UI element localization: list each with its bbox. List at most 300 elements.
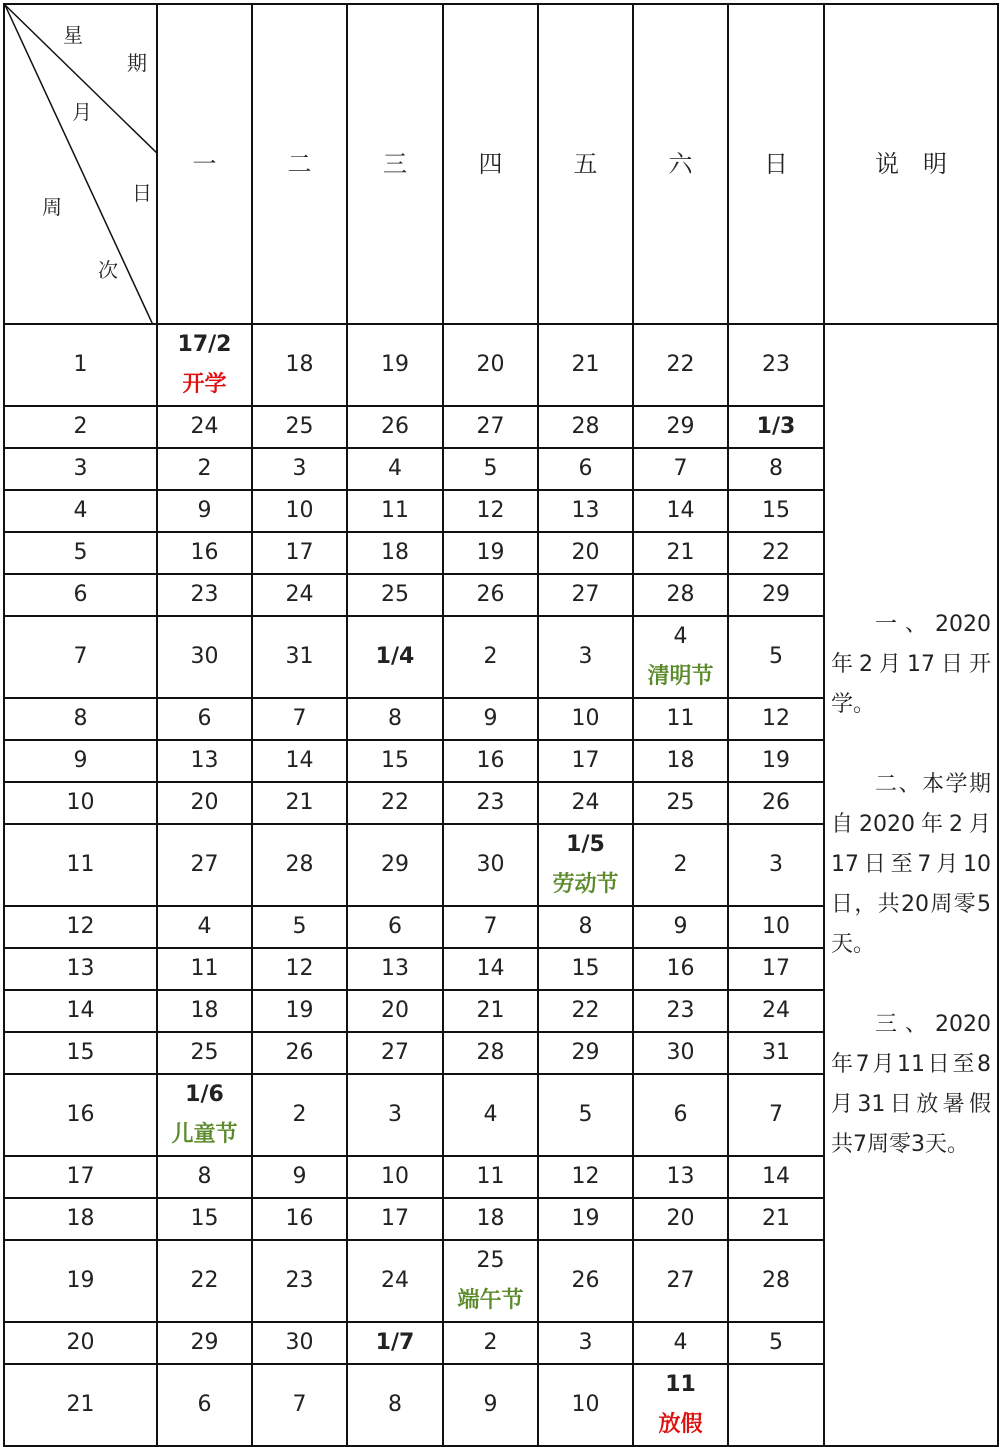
date-value: 24 [571, 790, 600, 815]
date-value: 12 [285, 956, 314, 981]
date-cell [728, 574, 824, 616]
date-value: 14 [285, 748, 314, 773]
date-cell [728, 448, 824, 490]
date-value: 4 [673, 624, 688, 649]
date-value: 26 [285, 1040, 314, 1065]
date-cell [347, 1364, 443, 1446]
date-cell [347, 948, 443, 990]
date-cell [443, 782, 538, 824]
date-cell [252, 1156, 347, 1198]
date-cell [633, 990, 728, 1032]
date-value: 20 [571, 540, 600, 565]
day-header-tue: 二 [252, 4, 347, 324]
week-number: 11 [4, 824, 157, 906]
date-cell [633, 574, 728, 616]
date-value: 17 [571, 748, 600, 773]
date-cell [538, 824, 633, 906]
date-value: 6 [197, 706, 212, 731]
date-cell [157, 490, 252, 532]
date-cell [252, 1198, 347, 1240]
date-value: 18 [190, 998, 219, 1023]
date-value: 31 [285, 644, 314, 669]
date-cell [347, 1074, 443, 1156]
date-cell [347, 532, 443, 574]
date-cell [538, 1074, 633, 1156]
date-value: 22 [762, 540, 790, 565]
date-cell [252, 406, 347, 448]
date-value: 4 [197, 914, 212, 939]
date-cell [728, 824, 824, 906]
date-value: 23 [476, 790, 505, 815]
date-value: 7 [673, 456, 688, 481]
date-value: 10 [571, 706, 600, 731]
date-cell [443, 324, 538, 406]
date-cell [443, 948, 538, 990]
date-value: 25 [381, 582, 409, 607]
date-value: 3 [578, 1330, 593, 1355]
date-value: 9 [292, 1164, 307, 1189]
date-cell [728, 1240, 824, 1322]
date-cell [347, 574, 443, 616]
date-value: 18 [285, 352, 314, 377]
week-number: 1 [4, 324, 157, 406]
date-cell [728, 616, 824, 698]
date-cell [538, 574, 633, 616]
date-cell [252, 824, 347, 906]
date-value: 29 [666, 414, 695, 439]
date-cell [538, 1198, 633, 1240]
date-value: 8 [197, 1164, 212, 1189]
date-value: 24 [381, 1268, 409, 1293]
date-value: 2 [483, 644, 498, 669]
date-value: 1/5 [566, 832, 605, 857]
corner-label-qi: 期 [127, 51, 147, 75]
date-cell [443, 616, 538, 698]
date-value: 12 [762, 706, 790, 731]
date-value: 24 [285, 582, 314, 607]
date-value: 5 [769, 644, 783, 669]
date-cell [728, 406, 824, 448]
date-cell [252, 698, 347, 740]
date-cell [347, 1322, 443, 1364]
date-cell [633, 1156, 728, 1198]
date-value: 23 [190, 582, 219, 607]
date-cell [252, 1322, 347, 1364]
date-value: 20 [190, 790, 219, 815]
date-value: 28 [666, 582, 695, 607]
week-number: 17 [4, 1156, 157, 1198]
date-cell [633, 616, 728, 698]
week-number: 2 [4, 406, 157, 448]
date-cell [538, 1156, 633, 1198]
week-number: 12 [4, 906, 157, 948]
date-value: 19 [381, 352, 409, 377]
date-cell [252, 490, 347, 532]
date-cell [157, 1156, 252, 1198]
week-number: 8 [4, 698, 157, 740]
date-cell [538, 532, 633, 574]
week-number: 19 [4, 1240, 157, 1322]
day-header-mon: 一 [157, 4, 252, 324]
holiday-label: 端午节 [457, 1288, 524, 1313]
date-cell [538, 990, 633, 1032]
date-value: 21 [666, 540, 695, 565]
date-cell [347, 490, 443, 532]
date-value: 20 [666, 1206, 695, 1231]
date-value: 21 [285, 790, 314, 815]
date-cell [728, 532, 824, 574]
date-cell [252, 1240, 347, 1322]
date-value: 12 [476, 498, 505, 523]
date-cell [538, 782, 633, 824]
date-cell [157, 532, 252, 574]
date-cell [443, 1364, 538, 1446]
date-cell [728, 1364, 824, 1446]
date-value: 8 [388, 706, 402, 731]
date-value: 27 [476, 414, 505, 439]
date-cell [728, 782, 824, 824]
holiday-label: 劳动节 [552, 872, 619, 897]
date-cell [443, 740, 538, 782]
date-value: 9 [673, 914, 688, 939]
date-value: 31 [762, 1040, 790, 1065]
date-cell [633, 948, 728, 990]
date-value: 19 [285, 998, 314, 1023]
date-value: 29 [381, 852, 409, 877]
date-value: 2 [483, 1330, 498, 1355]
date-cell [728, 1032, 824, 1074]
date-cell [347, 740, 443, 782]
date-cell [252, 532, 347, 574]
note-paragraph: 二、本学期自2020年2月17日至7月10日，共20周零5天。 [831, 772, 991, 957]
date-value: 30 [476, 852, 505, 877]
date-value: 26 [476, 582, 505, 607]
date-cell [157, 824, 252, 906]
date-cell [538, 1032, 633, 1074]
date-cell [347, 1198, 443, 1240]
date-value: 3 [769, 852, 783, 877]
date-cell [347, 448, 443, 490]
date-cell [538, 448, 633, 490]
date-cell [538, 406, 633, 448]
date-value: 1/7 [375, 1330, 415, 1355]
date-value: 17/2 [177, 332, 232, 357]
date-cell [443, 1322, 538, 1364]
date-value: 26 [762, 790, 790, 815]
date-cell [347, 782, 443, 824]
date-cell [633, 324, 728, 406]
date-value: 22 [381, 790, 409, 815]
date-value: 11 [666, 706, 695, 731]
date-value: 23 [666, 998, 695, 1023]
date-value: 22 [571, 998, 600, 1023]
date-value: 11 [476, 1164, 505, 1189]
holiday-label: 开学 [182, 372, 227, 397]
date-cell [347, 616, 443, 698]
date-cell [347, 324, 443, 406]
date-cell [252, 324, 347, 406]
date-value: 7 [292, 1392, 307, 1417]
week-number: 16 [4, 1074, 157, 1156]
date-cell [538, 948, 633, 990]
week-number: 20 [4, 1322, 157, 1364]
date-value: 16 [666, 956, 695, 981]
date-cell [538, 698, 633, 740]
date-value: 14 [476, 956, 505, 981]
date-value: 21 [762, 1206, 790, 1231]
date-value: 5 [483, 456, 498, 481]
week-number: 7 [4, 616, 157, 698]
date-value: 28 [762, 1268, 790, 1293]
date-value: 3 [292, 456, 307, 481]
date-value: 10 [571, 1392, 600, 1417]
week-number: 5 [4, 532, 157, 574]
date-value: 5 [578, 1102, 593, 1127]
date-value: 26 [571, 1268, 600, 1293]
date-cell [252, 1364, 347, 1446]
date-cell [443, 1240, 538, 1322]
date-value: 29 [571, 1040, 600, 1065]
date-cell [252, 616, 347, 698]
date-cell [157, 782, 252, 824]
date-value: 7 [483, 914, 498, 939]
holiday-label: 儿童节 [171, 1122, 238, 1147]
date-value: 9 [197, 498, 212, 523]
date-value: 2 [197, 456, 212, 481]
date-value: 17 [762, 956, 790, 981]
date-value: 15 [190, 1206, 219, 1231]
date-cell [633, 1032, 728, 1074]
week-number: 4 [4, 490, 157, 532]
date-cell [538, 740, 633, 782]
date-value: 13 [190, 748, 219, 773]
date-value: 25 [476, 1248, 505, 1273]
date-value: 21 [571, 352, 600, 377]
week-row [4, 324, 998, 406]
date-value: 26 [381, 414, 409, 439]
date-cell [633, 698, 728, 740]
date-cell [252, 948, 347, 990]
date-value: 23 [762, 352, 790, 377]
date-value: 28 [285, 852, 314, 877]
date-value: 18 [381, 540, 409, 565]
notes-header: 说 明 [824, 4, 998, 324]
header-row [4, 4, 998, 324]
date-value: 1/3 [756, 414, 796, 439]
date-value: 27 [190, 852, 219, 877]
date-value: 25 [666, 790, 695, 815]
week-number: 13 [4, 948, 157, 990]
date-value: 2 [292, 1102, 307, 1127]
date-value: 20 [381, 998, 409, 1023]
date-value: 13 [571, 498, 600, 523]
date-value: 21 [476, 998, 505, 1023]
date-cell [157, 1322, 252, 1364]
date-cell [538, 1240, 633, 1322]
date-value: 6 [578, 456, 593, 481]
date-value: 15 [571, 956, 600, 981]
date-cell [538, 490, 633, 532]
date-cell [347, 1156, 443, 1198]
date-cell [157, 740, 252, 782]
corner-label-xing: 星 [63, 23, 83, 47]
week-number: 15 [4, 1032, 157, 1074]
date-value: 11 [190, 956, 219, 981]
corner-label-ci: 次 [98, 258, 118, 282]
date-value: 30 [666, 1040, 695, 1065]
date-cell [157, 574, 252, 616]
date-value: 10 [762, 914, 790, 939]
date-value: 16 [476, 748, 505, 773]
date-cell [157, 948, 252, 990]
date-value: 16 [190, 540, 219, 565]
date-cell [538, 906, 633, 948]
date-value: 30 [285, 1330, 314, 1355]
date-cell [728, 740, 824, 782]
date-value: 13 [381, 956, 409, 981]
day-header-sun: 日 [728, 4, 824, 324]
date-value: 7 [769, 1102, 783, 1127]
note-paragraph: 一、2020年2月17日开学。 [831, 612, 991, 717]
date-value: 8 [388, 1392, 402, 1417]
date-value: 9 [483, 1392, 498, 1417]
date-value: 18 [666, 748, 695, 773]
date-cell [347, 698, 443, 740]
date-cell [728, 906, 824, 948]
date-cell [633, 906, 728, 948]
date-value: 4 [483, 1102, 498, 1127]
date-value: 3 [388, 1102, 402, 1127]
date-value: 8 [578, 914, 593, 939]
date-cell [443, 1156, 538, 1198]
date-cell [157, 1364, 252, 1446]
date-value: 6 [197, 1392, 212, 1417]
date-value: 9 [483, 706, 498, 731]
date-value: 4 [673, 1330, 688, 1355]
date-cell [633, 740, 728, 782]
date-value: 13 [666, 1164, 695, 1189]
date-cell [157, 990, 252, 1032]
date-cell [633, 1198, 728, 1240]
date-value: 28 [571, 414, 600, 439]
date-value: 7 [292, 706, 307, 731]
date-cell [443, 1198, 538, 1240]
date-value: 19 [571, 1206, 600, 1231]
date-cell [538, 1364, 633, 1446]
week-number: 3 [4, 448, 157, 490]
date-cell [538, 324, 633, 406]
week-number: 10 [4, 782, 157, 824]
date-value: 6 [673, 1102, 688, 1127]
day-header-wed: 三 [347, 4, 443, 324]
date-cell [538, 616, 633, 698]
date-cell [443, 490, 538, 532]
date-value: 14 [666, 498, 695, 523]
date-cell [728, 1074, 824, 1156]
date-cell [633, 1322, 728, 1364]
date-value: 14 [762, 1164, 790, 1189]
date-cell [443, 1032, 538, 1074]
date-cell [157, 616, 252, 698]
week-number: 6 [4, 574, 157, 616]
corner-label-yue: 月 [72, 100, 92, 124]
date-cell [633, 406, 728, 448]
date-cell [157, 448, 252, 490]
holiday-label: 清明节 [647, 664, 714, 689]
date-value: 22 [190, 1268, 219, 1293]
week-number: 9 [4, 740, 157, 782]
date-cell [347, 1032, 443, 1074]
date-cell [633, 824, 728, 906]
date-value: 24 [762, 998, 790, 1023]
date-value: 11 [665, 1372, 696, 1397]
date-value: 2 [673, 852, 688, 877]
date-cell [443, 906, 538, 948]
date-value: 25 [190, 1040, 219, 1065]
date-value: 20 [476, 352, 505, 377]
date-cell [728, 490, 824, 532]
holiday-label: 放假 [658, 1412, 703, 1437]
date-value: 29 [762, 582, 790, 607]
week-number: 18 [4, 1198, 157, 1240]
date-value: 25 [285, 414, 314, 439]
date-cell [157, 1074, 252, 1156]
corner-header-cell [4, 4, 157, 324]
date-cell [252, 1074, 347, 1156]
date-cell [252, 740, 347, 782]
date-value: 29 [190, 1330, 219, 1355]
date-cell [347, 1240, 443, 1322]
date-value: 27 [571, 582, 600, 607]
date-cell [347, 990, 443, 1032]
date-cell [728, 948, 824, 990]
date-value: 19 [476, 540, 505, 565]
date-cell [633, 782, 728, 824]
notes-cell [824, 324, 998, 1446]
date-value: 24 [190, 414, 219, 439]
date-value: 27 [666, 1268, 695, 1293]
date-cell [443, 824, 538, 906]
day-header-sat: 六 [633, 4, 728, 324]
corner-label-ri: 日 [132, 181, 152, 205]
date-cell [252, 782, 347, 824]
date-cell [728, 698, 824, 740]
calendar-table [3, 3, 999, 1447]
date-cell [347, 824, 443, 906]
date-cell [157, 1198, 252, 1240]
date-value: 17 [381, 1206, 409, 1231]
date-value: 5 [292, 914, 307, 939]
date-cell [443, 1074, 538, 1156]
date-cell [728, 324, 824, 406]
date-cell [443, 574, 538, 616]
date-value: 15 [762, 498, 790, 523]
week-number: 14 [4, 990, 157, 1032]
date-value: 11 [381, 498, 409, 523]
date-cell [728, 1198, 824, 1240]
date-value: 15 [381, 748, 409, 773]
date-cell [157, 324, 252, 406]
date-cell [728, 990, 824, 1032]
date-value: 1/6 [185, 1082, 224, 1107]
date-cell [347, 906, 443, 948]
date-value: 23 [285, 1268, 314, 1293]
date-value: 10 [285, 498, 314, 523]
date-value: 1/4 [375, 644, 415, 669]
date-cell [728, 1156, 824, 1198]
date-cell [633, 1364, 728, 1446]
date-cell [633, 1240, 728, 1322]
